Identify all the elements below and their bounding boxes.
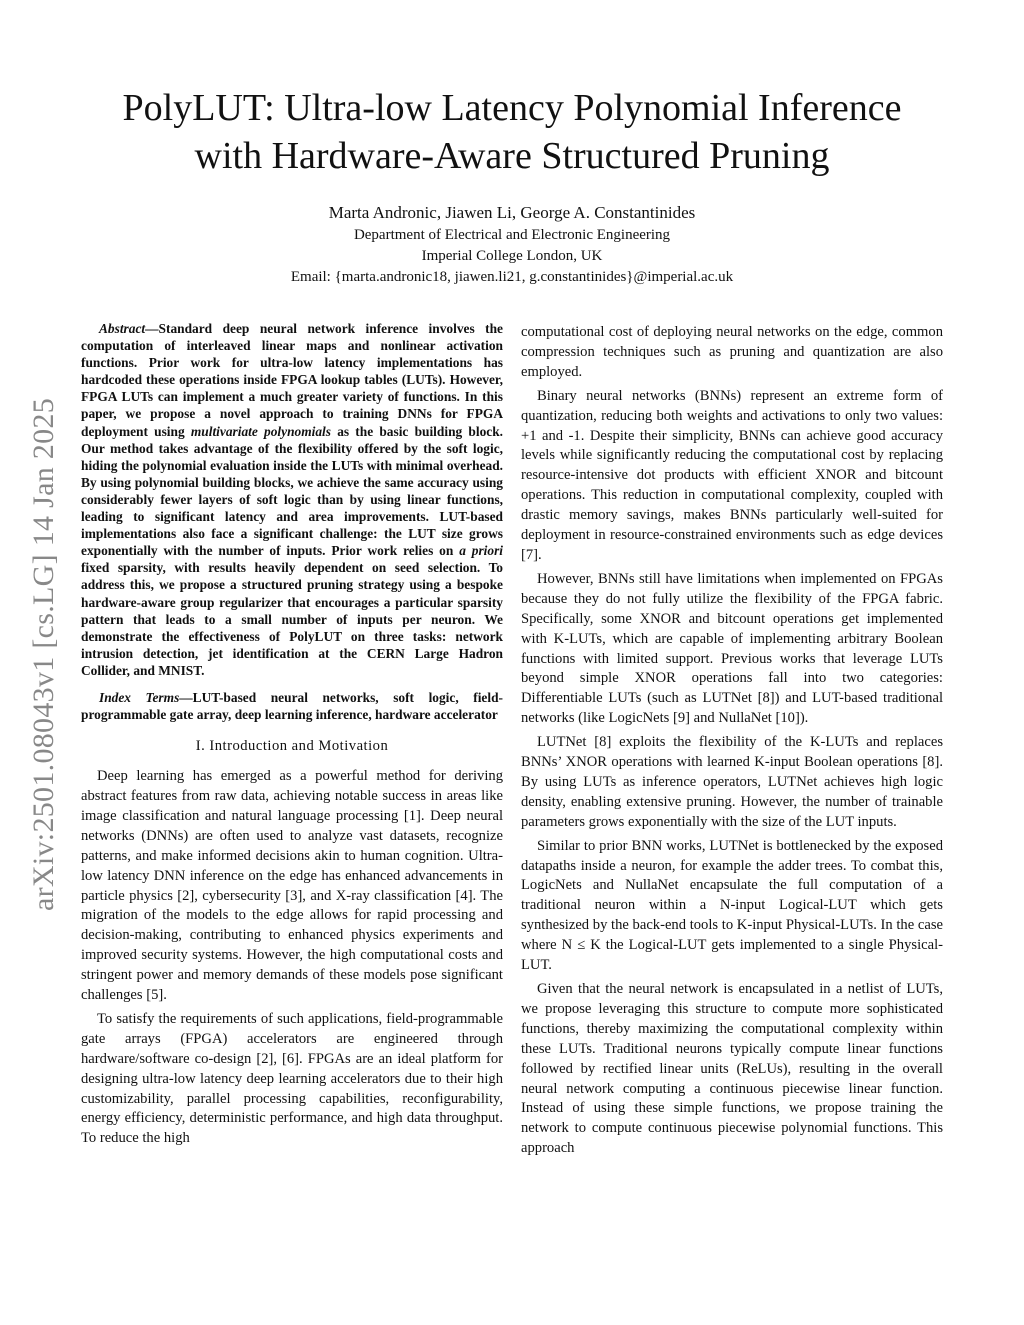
arxiv-identifier: arXiv:2501.08043v1 [cs.LG] 14 Jan 2025 [27,398,60,912]
title-line-1: PolyLUT: Ultra-low Latency Polynomial Inference [122,87,902,129]
affiliation-email: Email: {marta.andronic18, jiawen.li21, g.constantinides}@imperial.ac.uk [290,269,734,285]
abstract-text-3: fixed sparsity, with results heavily dependent on seed selection. To address this, we propose a structured pruning strategy using a bespoke hardware-aware group regularizer that encourages a particular sparsity pattern that leads to a small number of inputs per neuron. We demonstrate the effectiveness of PolyLUT on three tasks: network intrusion detection, jet identification at the CERN Large Hadron Collider, and MNIST. [81,560,503,678]
paper-title [60,84,964,180]
abstract-emphasis-2: a priori [459,543,504,559]
abstract [81,320,503,679]
intro-paragraph-2: To satisfy the requirements of such applications, field-programmable gate arrays (FPGA) accelerators are engineered through hardware/software co-design [2], [6]. FPGAs are an ideal platform for designing ultra-low latency deep learning accelerators due to their high customizability, parallel processing capabilities, reconfigurability, energy efficiency, deterministic performance, and high data throughput. To reduce the high [81,1010,503,1147]
intro-paragraph-6: Similar to prior BNN works, LUTNet is bottlenecked by the exposed datapaths inside a neuron, for example the adder trees. To combat this, LogicNets and NullaNet encapsulate the full computation of a traditional neuron within a N-input Logical-LUT which gets synthesized by the back-end tools to K-input Physical-LUTs. In the case where N ≤ K the Logical-LUT gets implemented to a single Physical-LUT. [521,837,943,974]
title-line-2: with Hardware-Aware Structured Pruning [194,135,830,177]
abstract-text-1: —Standard deep neural network inference involves the computation of interleaved linear maps and nonlinear activation functions. Prior work for ultra-low latency implementations has hardcoded these operations inside FPGA lookup tables (LUTs). However, FPGA LUTs can implement a much greater variety of functions. In this paper, we propose a novel approach to training DNNs for FPGA deployment using [81,321,503,439]
intro-paragraph-7: Given that the neural network is encapsulated in a netlist of LUTs, we propose leveraging this structure to compute more sophisticated functions, thereby maximizing the computational complexity within these LUTs. Traditional neurons typically compute linear functions followed by rectified linear units (ReLUs), resulting in the overall neural network computing a continuous piecewise linear function. Instead of using these simple functions, we propose training the network to compute continuous piecewise polynomial functions. This approach [521,981,943,1157]
author-names: Marta Andronic, Jiawen Li, George A. Constantinides [328,203,696,222]
intro-paragraph-1: Deep learning has emerged as a powerful method for deriving abstract features from raw data, achieving notable success in areas like image classification and natural language processing [1]. Deep neural networks (DNNs) are often used to analyze vast datasets, recognize patterns, and make informed decisions akin to human cognition. Ultra-low latency DNN inference on the edge has enhanced advancements in particle physics [2], cybersecurity [3], and X-ray classification [4]. The migration of the models to the edge allows for rapid processing and decision-making, contributing to enhanced physics experiments and improved security systems. However, the high computational costs and stringent power and memory demands of these models pose significant challenges [5]. [81,768,503,1004]
abstract-text-2: as the basic building block. Our method takes advantage of the flexibility offered by the soft logic, hiding the polynomial evaluation inside the LUTs with minimal overhead. By using polynomial building blocks, we achieve the same accuracy using considerably fewer layers of soft logic than by using linear functions, leading to significant latency and area improvements. LUT-based implementations also face a significant challenge: the LUT size grows exponentially with the number of inputs. Prior work relies on [81,423,504,559]
right-column [521,323,943,1163]
affiliation-institution: Imperial College London, UK [421,248,603,264]
intro-paragraph-4: However, BNNs still have limitations when implemented on FPGAs because they do not fully utilize the flexibility of the FPGA fabric. Specifically, some XNOR and bitcount operations get implemented with K-LUTs, which are capable of implementing arbitrary Boolean functions with limited support. Previous works that leverage LUTs beyond simple XNOR operations fall into two categories: Differentiable LUTs (such as LUTNet [8]) and LUT-based traditional networks (like LogicNets [9] and NullaNet [10]). [521,570,943,727]
index-terms-text: —LUT-based neural networks, soft logic, field-programmable gate array, deep learning inference, hardware accelerator [81,689,503,723]
left-column [81,320,503,1153]
index-terms-lead: Index Terms [99,689,180,705]
intro-paragraph-2-continued: computational cost of deploying neural networks on the edge, common compression techniques such as pruning and quantization are also employed. [521,324,943,380]
affiliation-department: Department of Electrical and Electronic Engineering [353,227,671,243]
abstract-emphasis-1: multivariate polynomials [190,423,331,439]
author-block [100,201,924,288]
intro-paragraph-5: LUTNet [8] exploits the flexibility of the K-LUTs and replaces BNNs’ XNOR operations with learned K-input Boolean operations [8]. By using LUTs as inference operators, LUTNet achieves high logic density, enabling extensive pruning. However, the number of trainable parameters grows exponentially with the size of the LUT inputs. [521,734,943,830]
intro-paragraph-3: Binary neural networks (BNNs) represent an extreme form of quantization, reducing both weights and activations to only two values: +1 and -1. Despite their simplicity, BNNs can achieve good accuracy levels while significantly reducing the computational cost by replacing resource-intensive dot products with efficient XNOR and bitcount operations. This reduction in computational complexity, coupled with drastic memory savings, makes BNNs particularly well-suited for deployment in resource-constrained environments such as edge devices [7]. [521,387,943,563]
abstract-lead: Abstract [99,321,146,336]
section-heading: I. Introduction and Motivation [195,738,389,755]
index-terms [81,689,503,723]
